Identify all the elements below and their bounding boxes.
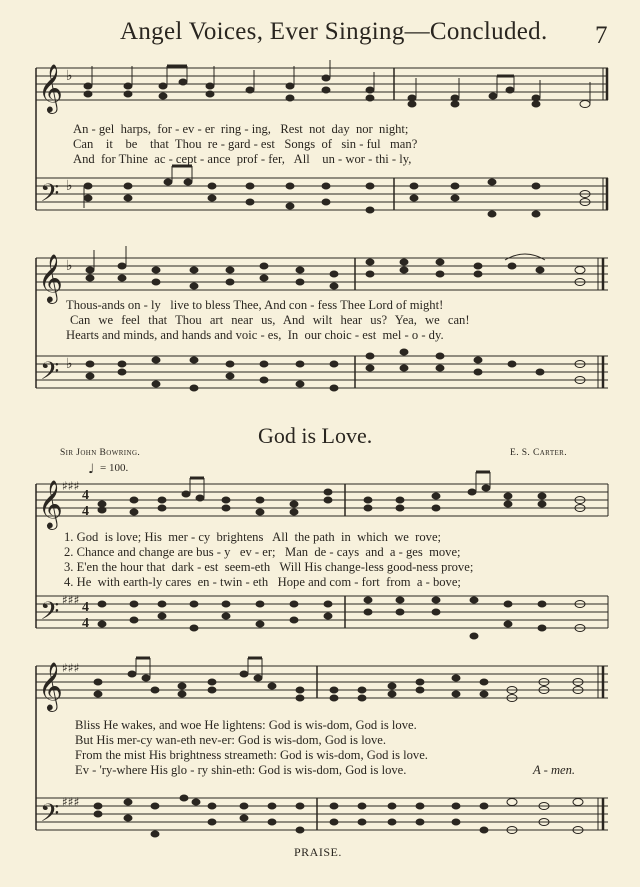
- notes-treble-3: [98, 472, 585, 515]
- notes-treble-4: [94, 658, 583, 702]
- lyrics-verse-4: Ev - 'ry-where His glo - ry shin-eth: God is wis-dom, God is love.: [75, 763, 407, 777]
- hymn-title: God is Love.: [258, 423, 373, 448]
- staff-treble-3: [36, 484, 608, 516]
- sharp-icon: ♯♯♯: [62, 479, 80, 493]
- lyrics-verse-4: 4. He with earth-ly cares en - twin - eth Hope and com - fort from a - bove;: [64, 575, 461, 589]
- bass-clef-icon: 𝄢: [40, 597, 60, 632]
- svg-text:4: 4: [82, 504, 89, 519]
- author: Sir John Bowring.: [60, 448, 141, 458]
- staff-treble-4: [36, 666, 608, 698]
- lyrics-line: Can it be that Thou re - gard - est Songs of sin - ful man?: [73, 137, 418, 151]
- tempo-marking: = 100.: [100, 462, 129, 474]
- treble-clef-icon: 𝄞: [38, 63, 63, 112]
- notes-bass-1: [84, 166, 590, 217]
- staff-treble-1: [36, 68, 608, 100]
- lyrics-line: An - gel harps, for - ev - er ring - ing, Rest not day nor night;: [73, 122, 409, 136]
- lyrics-verse-2: But His mer-cy wan-eth nev-er: God is wis-dom, God is love.: [75, 733, 387, 747]
- sharp-icon: ♯♯♯: [62, 593, 80, 607]
- lyrics-verse-1: 1. God is love; His mer - cy brightens All the path in which we rove;: [64, 530, 442, 544]
- lyrics-line: And for Thine ac - cept - ance prof - fer, All un - wor - thi - ly,: [73, 152, 412, 166]
- notes-treble-2: [86, 246, 585, 289]
- composer: E. S. Carter.: [510, 448, 568, 458]
- treble-clef-icon: 𝄞: [38, 661, 63, 710]
- lyrics-line: Thous-ands on - ly live to bless Thee, And con - fess Thee Lord of might!: [66, 298, 444, 312]
- flat-icon: ♭: [66, 178, 73, 194]
- svg-text:4: 4: [82, 600, 89, 615]
- bass-clef-icon: 𝄢: [40, 179, 60, 214]
- lyrics-verse-2: 2. Chance and change are bus - y ev - er; Man de - cays and a - ges move;: [64, 545, 461, 559]
- notes-bass-3: [98, 597, 585, 639]
- notes-bass-4: [94, 795, 583, 837]
- treble-clef-icon: 𝄞: [38, 479, 63, 528]
- staff-bass-3: [36, 596, 608, 628]
- lyrics-verse-1: Bliss He wakes, and woe He lightens: God is wis-dom, God is love.: [75, 718, 417, 732]
- quarter-note-icon: ♩: [88, 462, 95, 477]
- lyrics-verse-3: 3. E'en the hour that dark - est seem-eth Will His change-less good-ness prove;: [64, 560, 474, 574]
- svg-text:4: 4: [82, 488, 89, 503]
- treble-clef-icon: 𝄞: [38, 253, 63, 302]
- sharp-icon: ♯♯♯: [62, 661, 80, 675]
- flat-icon: ♭: [66, 258, 73, 274]
- page-title: Angel Voices, Ever Singing—Concluded.: [120, 18, 548, 45]
- lyrics-line: Can we feel that Thou art near us, And wilt hear us? Yea, we can!: [70, 313, 470, 327]
- flat-icon: ♭: [66, 356, 73, 372]
- staff-bass-1: [36, 178, 608, 210]
- lyrics-verse-3: From the mist His brightness streameth: God is wis-dom, God is love.: [75, 748, 428, 762]
- flat-icon: ♭: [66, 68, 73, 84]
- bass-clef-icon: 𝄢: [40, 799, 60, 834]
- staff-bass-4: [36, 798, 608, 830]
- lyrics-line: Hearts and minds, and hands and voic - es, In our choic - est mel - o - dy.: [66, 328, 444, 342]
- amen: A - men.: [533, 763, 576, 777]
- svg-text:4: 4: [82, 616, 89, 631]
- bass-clef-icon: 𝄢: [40, 357, 60, 392]
- next-tune-name: PRAISE.: [294, 845, 342, 859]
- page-number: 7: [595, 22, 608, 49]
- notes-bass-2: [86, 349, 585, 391]
- sharp-icon: ♯♯♯: [62, 795, 80, 809]
